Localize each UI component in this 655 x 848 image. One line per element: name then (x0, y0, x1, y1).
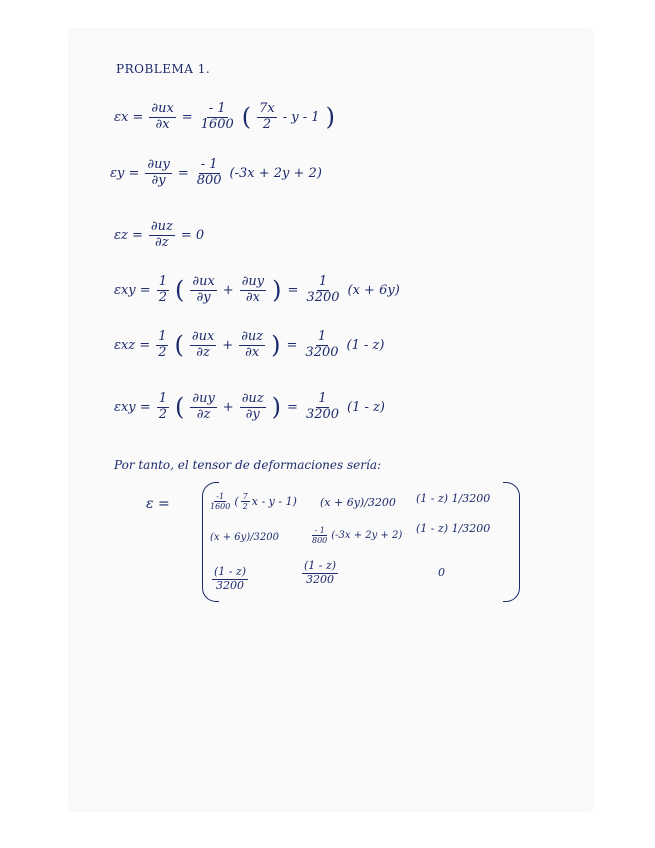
r3c1-den: 3200 (216, 578, 245, 592)
r1c1-rest: x - y - 1) (251, 495, 297, 509)
eyz-a-num: ∂uy (192, 391, 215, 406)
tensor-symbol: ε = (146, 496, 170, 512)
exy-c-num: 1 (318, 274, 328, 289)
exy-paren-close: ) (272, 276, 282, 305)
exy-half (157, 275, 169, 306)
eyz-term-a (190, 392, 216, 423)
equation-ex (114, 102, 335, 133)
exy-equals: = (287, 282, 299, 298)
ey-derivative-num: ∂uy (147, 157, 170, 172)
eyz-c-num: 1 (318, 391, 327, 406)
ez-derivative-den: ∂z (155, 234, 169, 250)
exy-plus: + (222, 282, 234, 298)
exy-b-num: ∂uy (241, 274, 265, 289)
exz-a-den: ∂z (196, 344, 210, 360)
exy-expression: (x + 6y) (347, 282, 400, 298)
ex-derivative-num: ∂ux (151, 101, 174, 116)
ez-derivative-num: ∂uz (150, 219, 173, 234)
exz-a-num: ∂ux (191, 329, 215, 344)
ex-rest: - y - 1 (282, 109, 320, 125)
exz-paren-open: ( (174, 331, 184, 360)
ez-rhs: = 0 (180, 227, 205, 243)
ey-coefficient (195, 158, 224, 189)
tensor-r2c2 (310, 526, 402, 545)
eyz-lhs: εxy = (114, 399, 151, 415)
exz-b-num: ∂uz (241, 329, 264, 344)
exz-expression: (1 - z) (346, 337, 385, 353)
ex-paren-open: ( (241, 103, 252, 132)
tensor-r3c2 (302, 560, 338, 586)
eyz-b-den: ∂y (245, 406, 260, 422)
exy-c-den: 3200 (306, 289, 340, 305)
exz-b-den: ∂x (245, 344, 260, 360)
ey-coef-num: - 1 (200, 157, 218, 172)
exy-b-den: ∂x (245, 289, 260, 305)
exy-paren-open: ( (174, 276, 185, 305)
problem-title: PROBLEMA 1. (116, 62, 211, 76)
equation-eyz (114, 392, 385, 423)
tensor-r3c1 (212, 566, 248, 592)
exy-half-den: 2 (158, 289, 167, 305)
ez-derivative (149, 220, 175, 251)
r2c2-rest: (-3x + 2y + 2) (331, 530, 403, 542)
ey-lhs: εy = (110, 165, 140, 181)
exz-equals: = (286, 337, 298, 353)
r3c1-frac (212, 566, 248, 592)
exz-half (156, 330, 168, 361)
ey-expression: (-3x + 2y + 2) (229, 165, 322, 181)
eyz-plus: + (222, 399, 234, 415)
exy-lhs: εxy = (114, 282, 151, 298)
exy-half-num: 1 (158, 274, 167, 289)
eyz-b-num: ∂uz (241, 391, 264, 406)
r1c1-t-num: 7 (242, 492, 248, 501)
exz-plus: + (222, 337, 234, 353)
exz-c-den: 3200 (305, 344, 339, 360)
strain-tensor-matrix (202, 482, 520, 602)
r1c1-open: ( (234, 495, 239, 509)
ex-term1 (257, 102, 277, 133)
matrix-right-bracket (503, 482, 520, 602)
eyz-c-den: 3200 (305, 406, 340, 422)
eyz-half-num: 1 (158, 391, 167, 406)
exz-paren-close: ) (271, 331, 281, 360)
equation-exz (114, 330, 384, 361)
exy-a-den: ∂y (196, 289, 211, 305)
conclusion-text: Por tanto, el tensor de deformaciones sería: (114, 458, 382, 472)
r3c2-num: (1 - z) (304, 559, 337, 572)
exy-a-num: ∂ux (192, 274, 215, 289)
exz-term-b (239, 330, 265, 361)
ey-coef-den: 800 (196, 172, 222, 188)
r2c2-coef (310, 526, 329, 545)
ex-derivative-den: ∂x (155, 116, 170, 132)
ex-coefficient (199, 102, 236, 133)
ex-derivative (149, 102, 175, 133)
tensor-r1c3: (1 - z) 1/3200 (416, 492, 491, 505)
equation-ez (114, 220, 204, 251)
r1c1-term (241, 492, 250, 511)
ex-coef-num: - 1 (208, 101, 226, 116)
exz-half-den: 2 (158, 344, 167, 360)
ex-coef-den: 1600 (200, 116, 234, 132)
tensor-r3c3: 0 (438, 566, 445, 579)
ey-derivative-den: ∂y (151, 172, 166, 188)
ex-equals: = (181, 109, 193, 125)
r1c1-coef-num: -1 (216, 492, 225, 501)
exy-coefficient (304, 275, 341, 306)
ey-equals: = (177, 165, 189, 181)
r3c1-num: (1 - z) (214, 565, 247, 578)
eyz-a-den: ∂z (196, 406, 211, 422)
ex-paren-close: ) (325, 103, 335, 132)
r2c2-coef-num: - 1 (314, 526, 325, 535)
tensor-r2c1: (x + 6y)/3200 (210, 532, 280, 543)
ey-derivative (145, 158, 171, 189)
r2c2-coef-den: 800 (312, 536, 328, 546)
ex-lhs: εx = (114, 109, 144, 125)
eyz-half-den: 2 (158, 406, 167, 422)
exy-term-a (190, 275, 216, 306)
tensor-r2c3: (1 - z) 1/3200 (416, 522, 491, 535)
exz-half-num: 1 (158, 329, 167, 344)
ez-lhs: εz = (114, 227, 143, 243)
equation-ey (110, 158, 322, 189)
tensor-r1c2: (x + 6y)/3200 (320, 496, 396, 509)
r3c2-den: 3200 (306, 572, 335, 586)
eyz-expression: (1 - z) (347, 399, 385, 415)
exz-lhs: εxz = (114, 337, 151, 353)
exz-c-num: 1 (317, 329, 327, 344)
r1c1-coef (208, 492, 232, 511)
eyz-equals: = (287, 399, 298, 415)
eyz-half (157, 392, 169, 423)
r1c1-t-den: 2 (242, 502, 248, 512)
eyz-paren-open: ( (174, 393, 185, 422)
eyz-coefficient (304, 392, 341, 423)
r3c2-frac (302, 560, 338, 586)
ex-term1-num: 7x (259, 101, 275, 116)
exz-term-a (190, 330, 216, 361)
exy-term-b (240, 275, 266, 306)
ex-term1-den: 2 (262, 116, 272, 132)
eyz-paren-close: ) (271, 393, 282, 422)
equation-exy (114, 275, 400, 306)
eyz-term-b (240, 392, 266, 423)
tensor-r1c1 (208, 492, 297, 511)
exz-coefficient (303, 330, 340, 361)
r1c1-coef-den: 1600 (210, 502, 231, 512)
paper-sheet (70, 30, 592, 810)
